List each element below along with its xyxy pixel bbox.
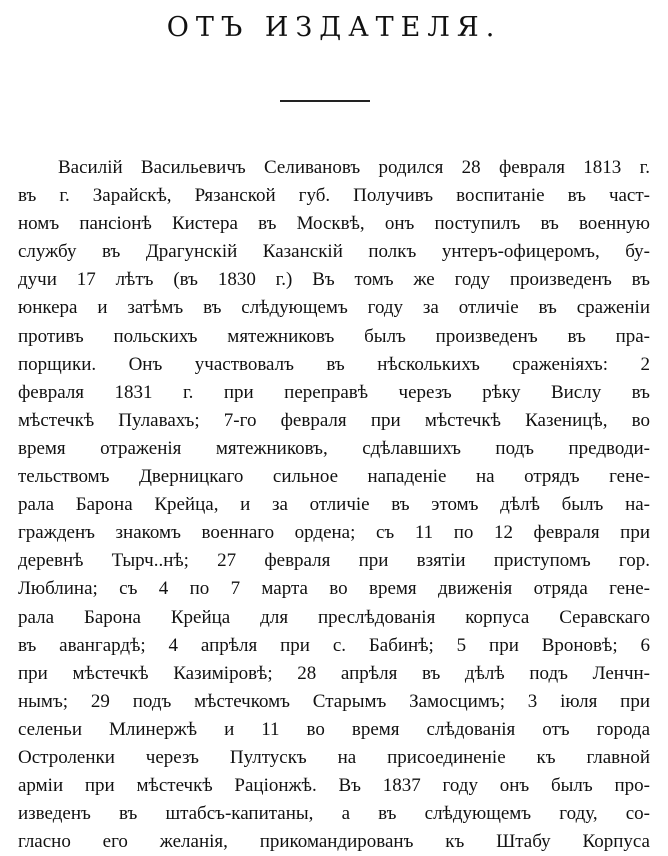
text-line: юнкера и затѣмъ въ слѣдующемъ году за отличіе въ сраженіи xyxy=(18,297,650,319)
text-line: гражденъ знакомъ военнаго ордена; съ 11 по 12 февраля при xyxy=(18,522,650,544)
text-line: въ г. Зарайскѣ, Рязанской губ. Получивъ воспитаніе въ част- xyxy=(18,185,650,207)
text-line: при мѣстечкѣ Казиміровѣ; 28 апрѣля въ дѣлѣ подъ Ленчн- xyxy=(18,662,650,684)
text-line: рала Барона Крейца для преслѣдованія корпуса Серавскаго xyxy=(18,606,650,628)
text-line: номъ пансіонѣ Кистера въ Москвѣ, онъ поступилъ въ военную xyxy=(18,213,650,235)
text-line: деревнѣ Тырч..нѣ; 27 февраля при взятіи приступомъ гор. xyxy=(18,550,650,572)
text-line: нымъ; 29 подъ мѣстечкомъ Старымъ Замосцимъ; 3 іюля при xyxy=(18,690,650,712)
text-line: гласно его желанія, прикомандированъ къ Штабу Корпуса xyxy=(18,831,650,853)
text-line: Василій Васильевичъ Селивановъ родился 28 февраля 1813 г. xyxy=(58,157,650,178)
title-divider xyxy=(280,100,370,102)
text-line: въ авангардѣ; 4 апрѣля при с. Бабинѣ; 5 при Вроновѣ; 6 xyxy=(18,634,650,656)
text-line: тельствомъ Дверницкаго сильное нападеніе на отрядъ гене- xyxy=(18,466,650,488)
text-line: дучи 17 лѣтъ (въ 1830 г.) Въ томъ же году произведенъ въ xyxy=(18,269,650,291)
text-line: мѣстечкѣ Пулавахъ; 7-го февраля при мѣстечкѣ Казеницѣ, во xyxy=(18,409,650,431)
text-line: Остроленки черезъ Пултускъ на присоединеніе къ главной xyxy=(18,746,650,768)
text-line: противъ польскихъ мятежниковъ былъ произведенъ въ пра- xyxy=(18,325,650,347)
text-line: селеньи Млинержѣ и 11 во время слѣдованія отъ города xyxy=(18,718,650,740)
text-line: Люблина; съ 4 по 7 марта во время движенія отряда гене- xyxy=(18,578,650,600)
text-line: арміи при мѣстечкѣ Раціонжѣ. Въ 1837 году онъ былъ про- xyxy=(18,775,650,797)
text-line: порщики. Онъ участвовалъ въ нѣсколькихъ сраженіяхъ: 2 xyxy=(18,353,650,375)
page-title: ОТЪ ИЗДАТЕЛЯ. xyxy=(166,12,502,43)
text-line: изведенъ въ штабсъ-капитаны, а въ слѣдующемъ году, со- xyxy=(18,803,650,825)
text-line: время отраженія мятежниковъ, сдѣлавшихъ подъ предводи- xyxy=(18,437,650,459)
text-line: февраля 1831 г. при переправѣ черезъ рѣку Вислу въ xyxy=(18,381,650,403)
text-line: рала Барона Крейца, и за отличіе въ этомъ дѣлѣ былъ на- xyxy=(18,494,650,516)
body-paragraph xyxy=(18,154,650,856)
text-line: службу въ Драгунскій Казанскій полкъ унтеръ-офицеромъ, бу- xyxy=(18,241,650,263)
